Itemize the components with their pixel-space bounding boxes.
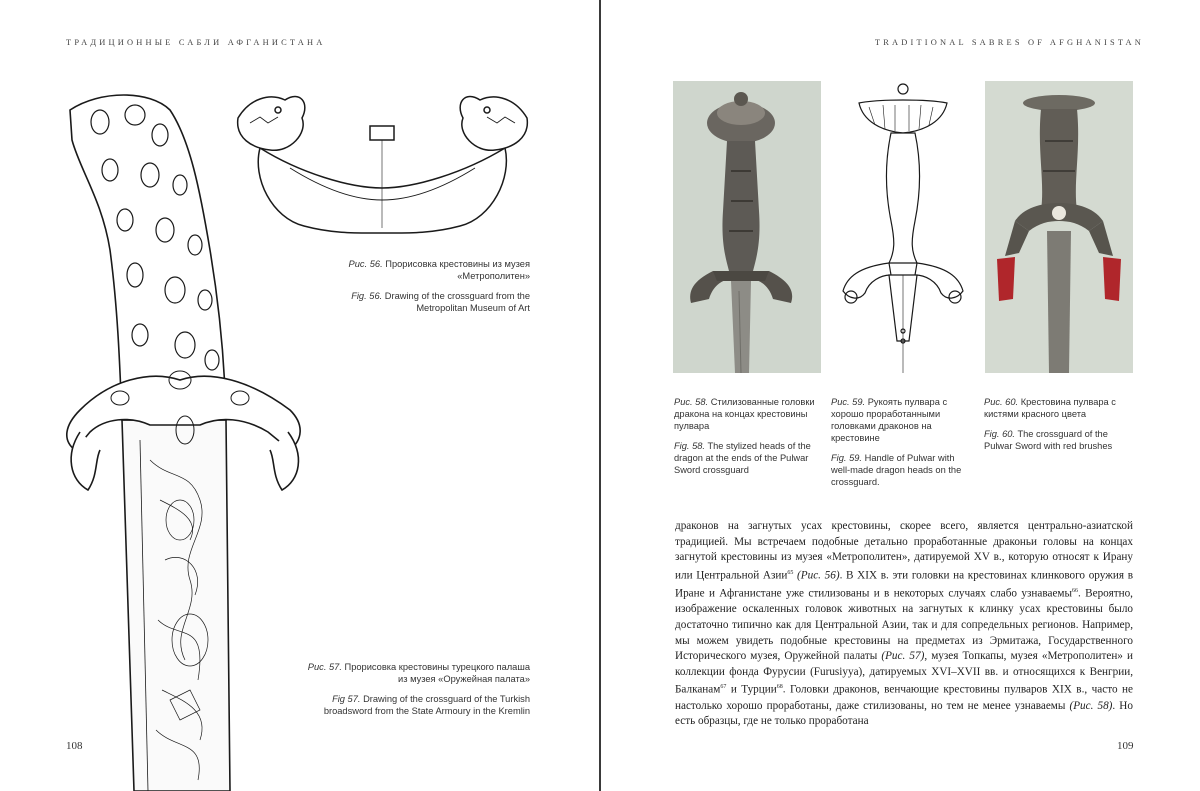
caption-fig-58-ru: Рис. 58. Стилизованные головки дракона на концах крестовины пулвара bbox=[674, 397, 815, 431]
body-paragraph bbox=[675, 519, 1133, 730]
right-page bbox=[601, 0, 1200, 791]
caption-fig-56-en: Fig. 56. Drawing of the crossguard from the Metropolitan Museum of Art bbox=[351, 291, 530, 313]
figure-ref-58: (Рис. 58) bbox=[1069, 699, 1113, 712]
page-number-left: 108 bbox=[66, 740, 83, 752]
caption-fig-60-ru: Рис. 60. Крестовина пулвара с кистями красного цвета bbox=[984, 397, 1116, 419]
footnote-ref-65[interactable]: 65 bbox=[787, 569, 794, 576]
photo-fig-60 bbox=[985, 81, 1133, 373]
running-head-right: TRADITIONAL SABRES OF AFGHANISTAN bbox=[874, 38, 1144, 47]
caption-fig-60 bbox=[984, 396, 1132, 452]
caption-fig-57 bbox=[300, 661, 530, 717]
drawing-fig-59 bbox=[829, 81, 977, 373]
footnote-ref-68[interactable]: 68 bbox=[776, 684, 783, 691]
footnote-ref-67[interactable]: 67 bbox=[720, 684, 727, 691]
body-paragraph-text: драконов на загнутых усах крестовины, скорее всего, является центрально-азиатской традицией. Мы встречаем подобные детально проработанные драконьи головы на концах загнутой крестовины из музея «Метрополитен», датируемой XV в., которую относят к Ирану или Центральной Азии$^{65}$ (Рис. 56). В XIX в. эти головки на крестовинах клинкового оружия в Иране и Афганистане уже стилизованы и в некоторых случаях слабо узнаваемы$^{66}$. Вероятно, изображение оскаленных головок животных на загнутых к клинку усах крестовины было достаточно типично как для Центральной Азии, так и для сопредельных регионов. Например, мы можем увидеть подобные крестовины на предметах из Эрмитажа, Государственного Исторического музея, Оружейной палаты (Рис. 57), музея Топкапы, музея «Метрополитен» и коллекции фонда Фурусии (Furusiyya), датируемых XVI–XVII вв. и относящихся к Венгрии, Балканам$^{67}$ и Турции$^{68}$. Головки драконов, венчающие крестовины пулваров XIX в., часто не настолько хорошо проработаны, даже стилизованы, но тем не менее узнаваемы (Рис. 58). Но есть образцы, где не только проработана bbox=[675, 520, 1134, 728]
caption-fig-59 bbox=[831, 396, 976, 488]
caption-fig-59-ru: Рис. 59. Рукоять пулвара с хорошо проработанными головками драконов на крестовине bbox=[831, 397, 948, 443]
running-head-left: ТРАДИЦИОННЫЕ САБЛИ АФГАНИСТАНА bbox=[66, 38, 326, 47]
caption-fig-57-ru: Рис. 57. Прорисовка крестовины турецкого палаша из музея «Оружейная палата» bbox=[307, 662, 530, 684]
caption-fig-57-en: Fig 57. Drawing of the crossguard of the Turkish broadsword from the State Armoury in the Kremlin bbox=[323, 694, 530, 716]
photo-fig-58 bbox=[673, 81, 821, 373]
footnote-ref-66[interactable]: 66 bbox=[1072, 588, 1078, 595]
caption-fig-58-en: Fig. 58. The stylized heads of the dragon at the ends of the Pulwar Sword crossguard bbox=[674, 441, 811, 475]
crossguard-drawing bbox=[230, 78, 535, 238]
page-number-right: 109 bbox=[1117, 740, 1134, 750]
figure-ref-57: (Рис. 57) bbox=[881, 650, 925, 663]
caption-fig-58 bbox=[674, 396, 819, 476]
caption-fig-60-en: Fig. 60. The crossguard of the Pulwar Sword with red brushes bbox=[984, 429, 1113, 451]
caption-fig-59-en: Fig. 59. Handle of Pulwar with well-made dragon heads on the crossguard. bbox=[831, 453, 962, 487]
figure-ref-56: (Рис. 56) bbox=[797, 569, 840, 582]
caption-fig-56 bbox=[340, 258, 530, 314]
caption-fig-56-ru: Рис. 56. Прорисовка крестовины из музея «Метрополитен» bbox=[348, 259, 530, 281]
